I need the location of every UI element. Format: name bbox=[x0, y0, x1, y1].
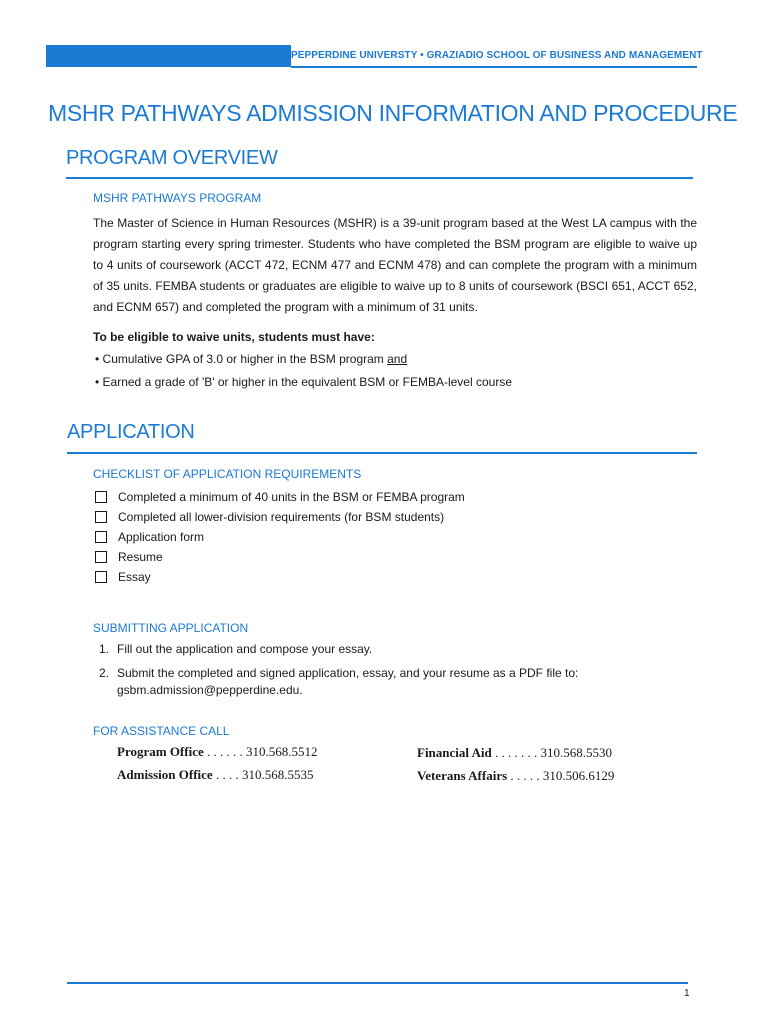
header-rule bbox=[291, 66, 697, 68]
bullet-and-underlined: and bbox=[387, 352, 408, 366]
checklist-label: Resume bbox=[118, 550, 163, 564]
contact-dots: . . . . . bbox=[507, 768, 543, 783]
eligibility-bullet-gpa bbox=[95, 352, 407, 366]
header-institution: PEPPERDINE UNIVERSTY • GRAZIADIO SCHOOL OF BUSINESS AND MANAGEMENT bbox=[291, 50, 703, 61]
contact-dots: . . . . . . bbox=[203, 744, 246, 759]
step-item bbox=[99, 641, 372, 658]
checklist-item[interactable] bbox=[95, 548, 163, 566]
contact-program-office bbox=[117, 744, 318, 760]
checklist-item[interactable] bbox=[95, 528, 204, 546]
contact-veterans-affairs bbox=[417, 768, 614, 784]
checklist-item[interactable] bbox=[95, 568, 151, 586]
contact-financial-aid bbox=[417, 745, 612, 761]
subheading-checklist: CHECKLIST OF APPLICATION REQUIREMENTS bbox=[93, 467, 362, 481]
contact-label: Admission Office bbox=[117, 767, 213, 782]
contact-dots: . . . . bbox=[212, 767, 242, 782]
contact-phone[interactable]: 310.568.5535 bbox=[241, 767, 314, 782]
checkbox[interactable] bbox=[95, 551, 107, 563]
contact-phone[interactable]: 310.568.5530 bbox=[540, 745, 613, 760]
step-item bbox=[99, 665, 578, 682]
checklist-label: Completed a minimum of 40 units in the BSM or FEMBA program bbox=[118, 490, 465, 504]
subheading-for-assistance: FOR ASSISTANCE CALL bbox=[93, 724, 230, 738]
contact-label: Veterans Affairs bbox=[417, 768, 508, 783]
checklist-label: Application form bbox=[118, 530, 205, 544]
checkbox[interactable] bbox=[95, 571, 107, 583]
checklist-label: Essay bbox=[118, 570, 151, 584]
section-title-application: APPLICATION bbox=[67, 421, 195, 443]
step-text: Submit the completed and signed application, essay, and your resume as a PDF file to: bbox=[117, 666, 579, 680]
checklist-label: Completed all lower-division requirements (for BSM students) bbox=[118, 510, 445, 524]
step-text: Fill out the application and compose your essay. bbox=[117, 642, 373, 656]
admission-email[interactable]: gsbm.admission@pepperdine.edu. bbox=[117, 683, 303, 697]
checklist-item[interactable] bbox=[95, 508, 444, 526]
checklist-item[interactable] bbox=[95, 488, 465, 506]
contact-phone[interactable]: 310.506.6129 bbox=[542, 768, 615, 783]
contact-dots: . . . . . . . bbox=[491, 745, 541, 760]
eligibility-heading: To be eligible to waive units, students must have: bbox=[93, 330, 375, 344]
header-color-bar bbox=[46, 45, 291, 67]
step-number: 2. bbox=[99, 666, 110, 680]
contact-label: Financial Aid bbox=[417, 745, 492, 760]
contact-label: Program Office bbox=[117, 744, 204, 759]
checkbox[interactable] bbox=[95, 491, 107, 503]
subheading-mshr-pathways: MSHR PATHWAYS PROGRAM bbox=[93, 191, 262, 205]
step-number: 1. bbox=[99, 642, 110, 656]
section-rule-application bbox=[67, 452, 697, 454]
bullet-text: • Cumulative GPA of 3.0 or higher in the BSM program bbox=[95, 352, 388, 366]
overview-paragraph: The Master of Science in Human Resources (MSHR) is a 39-unit program based at the West LA campus with the program starting every spring trimester. Students who have completed the BSM program are eligible to waive up to 4 units of coursework (ACCT 472, ECNM 477 and ECNM 478) and can complete the program with a minimum of 35 units. FEMBA students or graduates are eligible to waive up to 8 units of coursework (BSCI 651, ACCT 652, and ECNM 657) and completed the program with a minimum of 31 units. bbox=[93, 216, 697, 314]
page-title: MSHR PATHWAYS ADMISSION INFORMATION AND PROCEDURE bbox=[48, 100, 738, 126]
section-rule-overview bbox=[66, 177, 693, 179]
checkbox[interactable] bbox=[95, 531, 107, 543]
footer-rule bbox=[67, 982, 688, 984]
eligibility-bullet-grade: • Earned a grade of 'B' or higher in the equivalent BSM or FEMBA-level course bbox=[95, 375, 512, 389]
subheading-submitting-application: SUBMITTING APPLICATION bbox=[93, 621, 249, 635]
page-number: 1 bbox=[684, 988, 690, 999]
section-title-program-overview: PROGRAM OVERVIEW bbox=[66, 147, 278, 169]
contact-phone[interactable]: 310.568.5512 bbox=[246, 744, 318, 759]
contact-admission-office bbox=[117, 767, 313, 783]
checkbox[interactable] bbox=[95, 511, 107, 523]
